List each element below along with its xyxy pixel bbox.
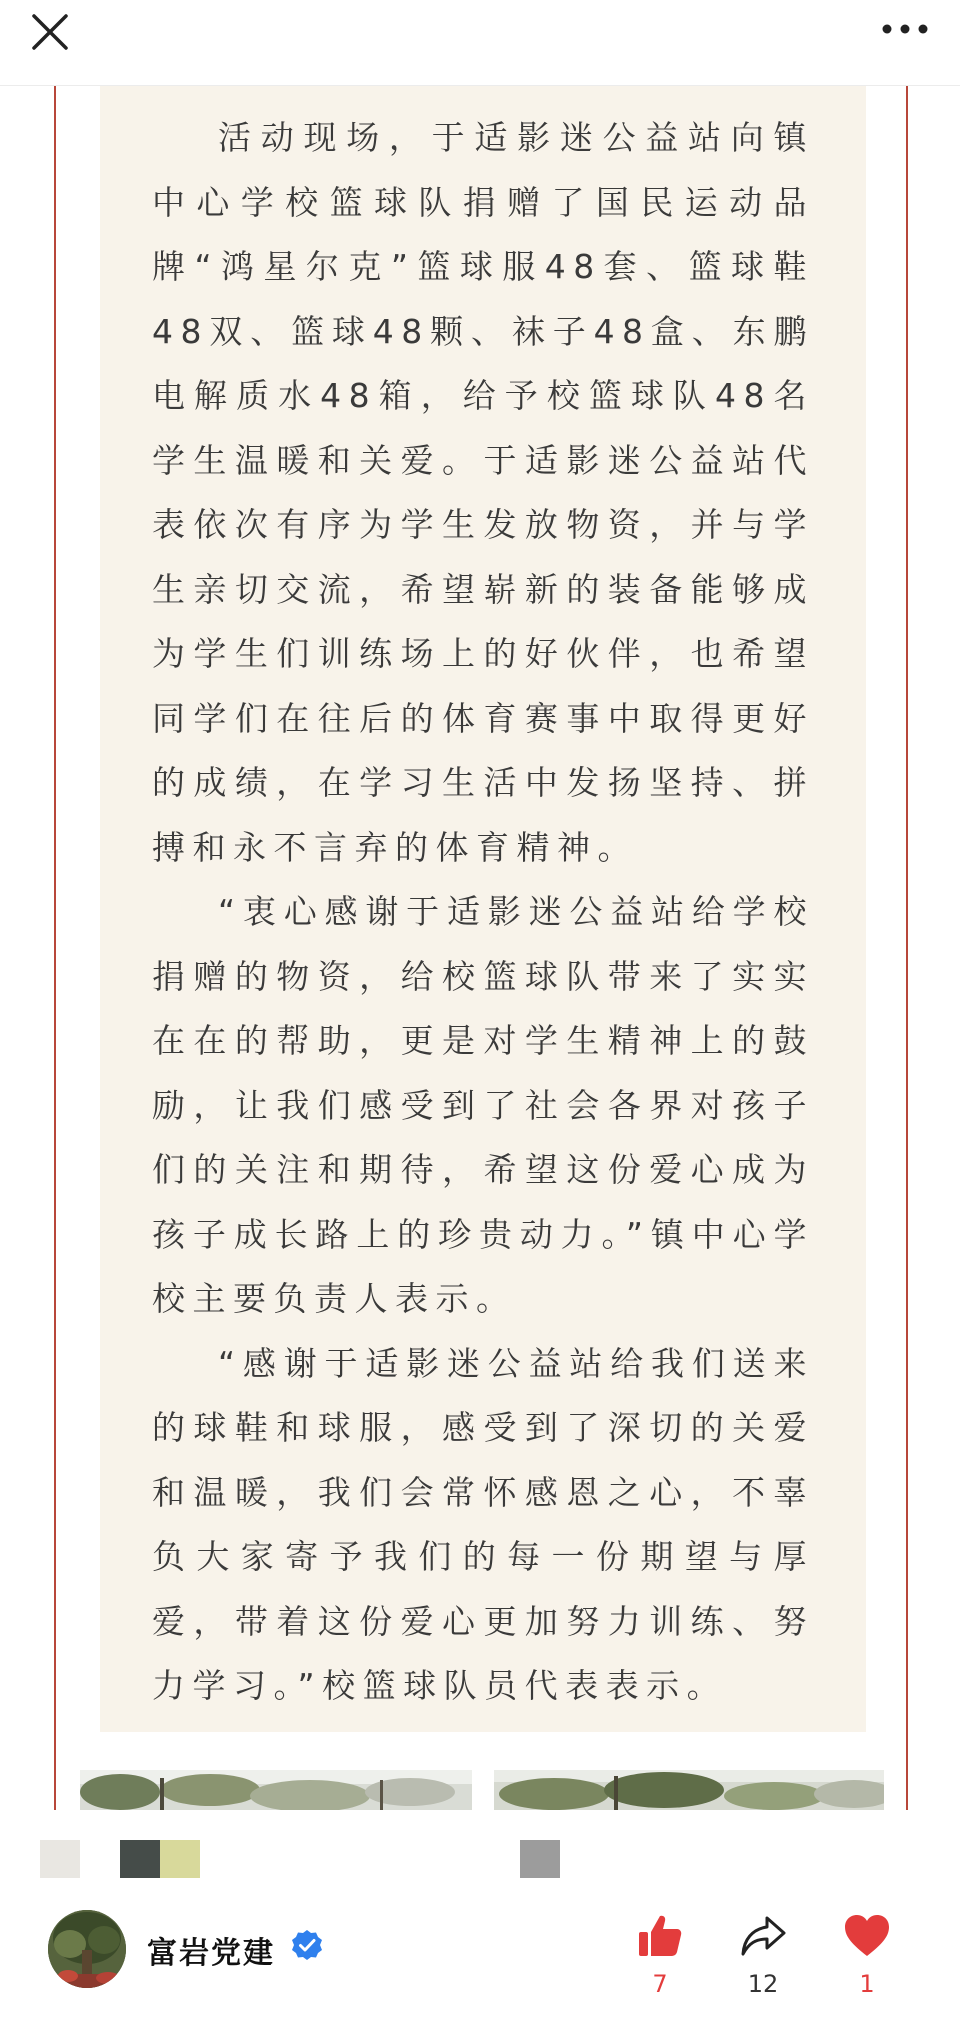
- article-paragraph: “感谢于适影迷公益站给我们送来的球鞋和球服，感受到了深切的关爱和温暖，我们会常怀感恩之心，不辜负大家寄予我们的每一份期望与厚爱，带着这份爱心更加努力训练、努力学习。”校篮球队员代表表示。: [152, 1343, 814, 1705]
- share-count: 12: [747, 1970, 779, 1998]
- article-paragraph: “衷心感谢于适影迷公益站给学校捐赠的物资，给校篮球队带来了实实在在的帮助，更是对学生精神上的鼓励，让我们感受到了社会各界对孩子们的关注和期待，希望这份爱心成为孩子成长路上的珍贵动力。”镇中心学校主要负责人表示。: [152, 892, 814, 1318]
- account-avatar[interactable]: [48, 1910, 126, 1988]
- verified-badge-icon: [290, 1928, 324, 1962]
- article-body: [152, 106, 814, 1719]
- article-image: [54, 86, 908, 1810]
- more-dots-icon: [880, 14, 930, 44]
- account-name[interactable]: 富岩党建: [147, 1936, 275, 1971]
- more-options-button[interactable]: [880, 14, 930, 44]
- close-x-icon: [30, 12, 70, 52]
- share-arrow-icon: [739, 1912, 787, 1960]
- like-count: 7: [652, 1970, 668, 1998]
- favorite-button[interactable]: [832, 1900, 902, 2010]
- share-button[interactable]: [728, 1900, 798, 2010]
- thumbnail-swatch: [520, 1840, 560, 1878]
- like-button[interactable]: [625, 1900, 695, 2010]
- thumbnail-swatch: [120, 1840, 160, 1878]
- thumbnail-swatch: [40, 1840, 80, 1878]
- top-bar: [0, 0, 960, 86]
- thumbs-up-icon: [636, 1912, 684, 1960]
- favorite-count: 1: [859, 1970, 875, 1998]
- event-photo-left: [80, 1770, 472, 1810]
- article-text-panel: [100, 86, 866, 1732]
- thumbnail-swatch: [160, 1840, 200, 1878]
- article-paragraph: 活动现场，于适影迷公益站向镇中心学校篮球队捐赠了国民运动品牌“鸿星尔克”篮球服48套、篮球鞋48双、篮球48颗、袜子48盒、东鹏电解质水48箱，给予校篮球队48名学生温暖和关爱。于适影迷公益站代表依次有序为学生发放物资，并与学生亲切交流，希望崭新的装备能够成为学生们训练场上的好伙伴，也希望同学们在往后的体育赛事中取得更好的成绩，在学习生活中发扬坚持、拼搏和永不言弃的体育精神。: [152, 118, 814, 867]
- close-button[interactable]: [30, 12, 70, 52]
- bottom-bar: [0, 1900, 960, 2019]
- event-photo-right: [494, 1770, 884, 1810]
- tree-avatar-icon: [48, 1910, 126, 1988]
- verified-badge: [290, 1928, 324, 1962]
- heart-icon: [843, 1912, 891, 1960]
